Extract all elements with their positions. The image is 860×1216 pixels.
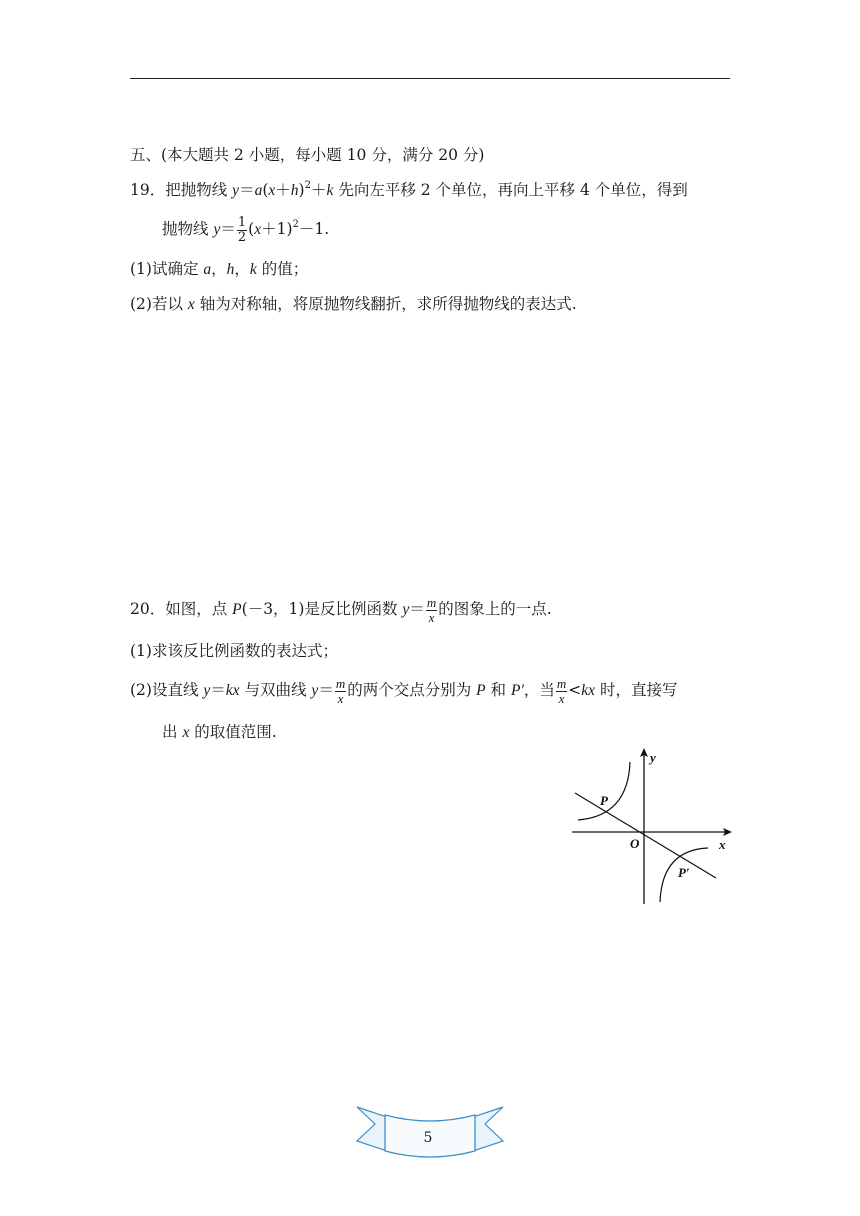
fraction-m-over-x: $\frac{m}{x}$ [335,675,346,706]
q19-line2: 抛物线 y＝ $\frac{1}{2}$ $(x+1)^2-1$. [162,214,330,245]
hyperbola-branch-left [578,762,630,820]
q19-number: 19． [130,181,166,199]
line-y-kx [575,793,716,878]
q20-part2-cont: 出 x 的取值范围. [162,723,277,741]
x-axis-label: x [719,837,726,852]
q20-part1: (1)求该反比例函数的表达式； [130,642,338,660]
q19-part2: (2)若以 x 轴为对称轴，将原抛物线翻折，求所得抛物线的表达式. [130,295,577,313]
hyperbola-figure [570,742,740,912]
q20-part2: (2)设直线 y＝kx 与双曲线 y＝ $\frac{m}{x}$ 的两个交点分别为 P 和 P′，当 $\frac{m}{x}$ <kx 时，直接写 [130,675,678,706]
q19-line1: 19．把抛物线 $y=a(x+h)^2+k$ 先向左平移 2 个单位，再向上平移 4 个单位，得到 [130,180,688,199]
fraction-one-half: $\frac{1}{2}$ [237,214,247,245]
point-p-label: P [600,793,608,808]
section-header: 五、(本大题共 2 小题，每小题 10 分，满分 20 分) [130,146,485,164]
origin-label: O [630,836,640,851]
fraction-m-over-x: $\frac{m}{x}$ [556,675,567,706]
page-number: 5 [423,1130,433,1146]
q20-line1: 20．如图，点 P(－3，1)是反比例函数 y＝ $\frac{m}{x}$ 的图象上的一点. [130,594,552,625]
q20-number: 20． [130,600,166,618]
header-rule [130,78,730,79]
y-axis-label: y [650,750,656,765]
fraction-m-over-x: $\frac{m}{x}$ [426,594,437,625]
point-p-prime-label: P′ [678,865,690,880]
q19-part1: (1)试确定 a，h，k 的值； [130,260,309,278]
